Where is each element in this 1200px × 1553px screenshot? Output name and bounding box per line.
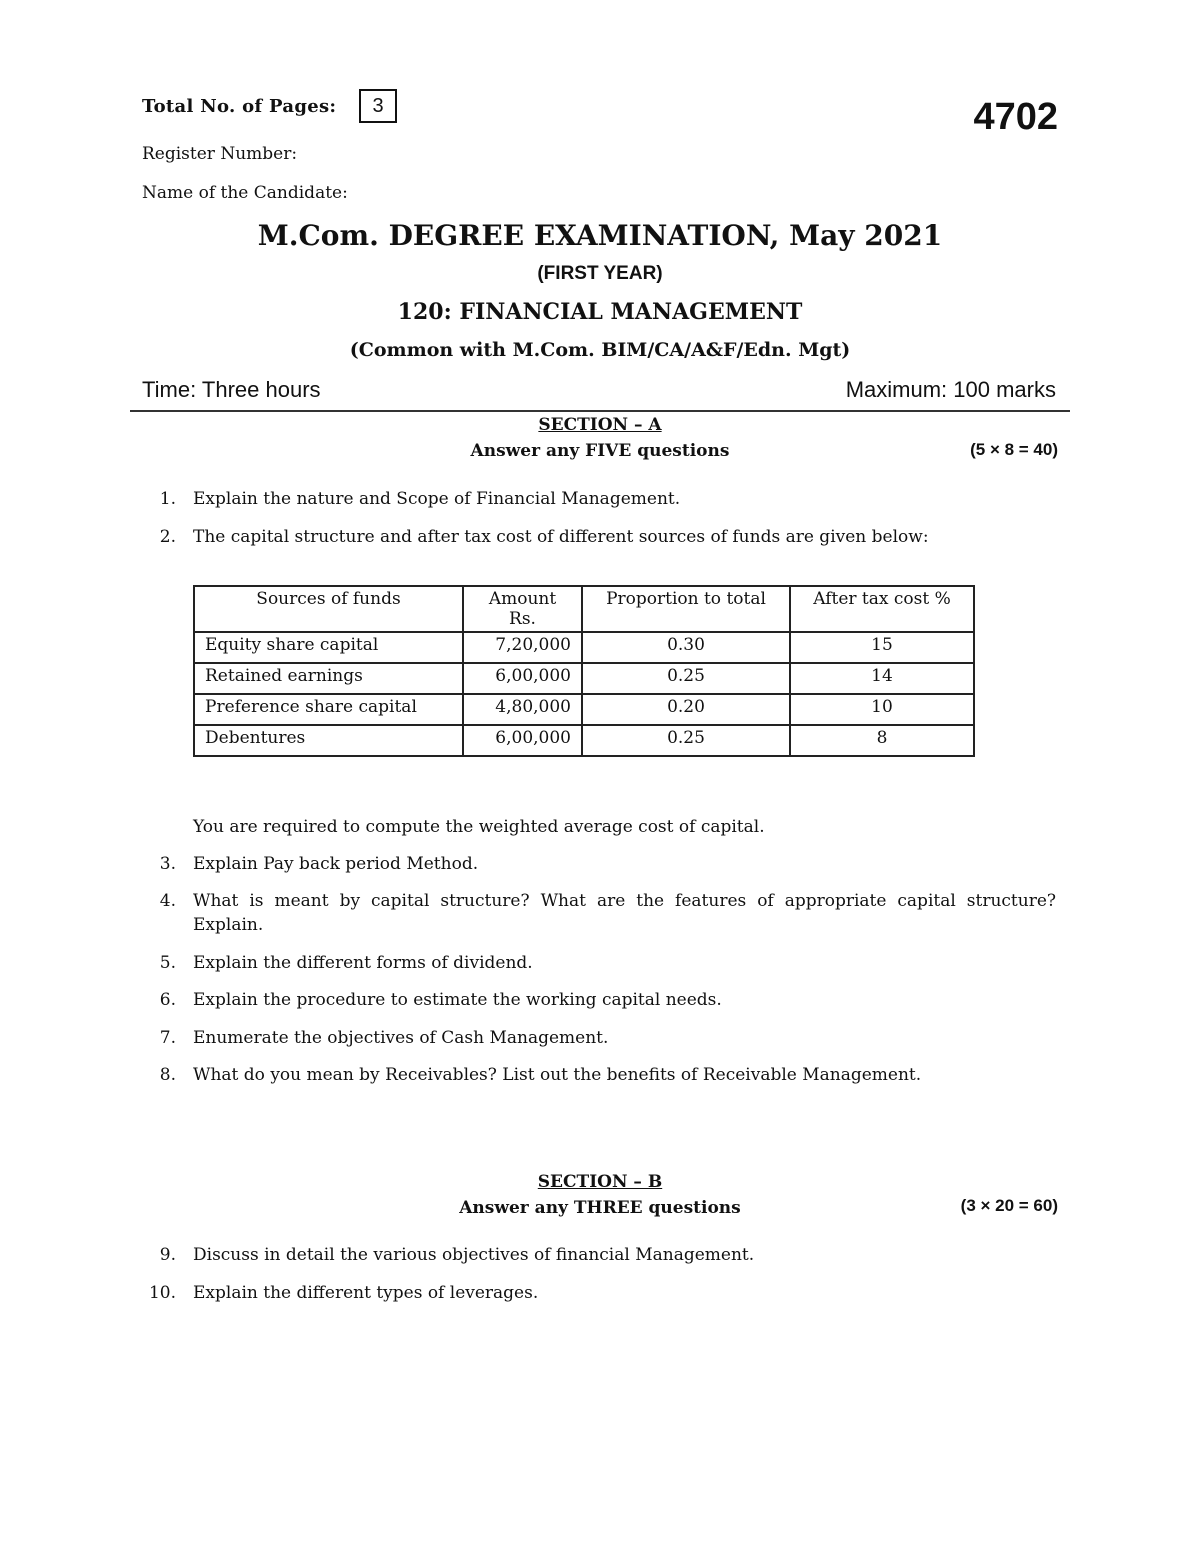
question-text: Explain Pay back period Method. <box>193 854 479 874</box>
candidate-name-label: Name of the Candidate: <box>142 183 348 203</box>
table-row <box>194 663 974 694</box>
question-item <box>142 487 1056 511</box>
question-followup <box>142 815 1056 839</box>
question-number: 10. <box>148 1283 176 1303</box>
question-text: Enumerate the objectives of Cash Management. <box>193 1028 609 1048</box>
table-header-row <box>194 586 974 632</box>
table-row <box>194 694 974 725</box>
maximum-marks: Maximum: 100 marks <box>845 377 1056 402</box>
table-cell: 10 <box>790 694 974 725</box>
table-cell: Preference share capital <box>194 694 463 725</box>
question-text: Discuss in detail the various objectives of financial Management. <box>193 1245 755 1265</box>
question-item <box>142 988 1056 1012</box>
question-number: 3. <box>159 854 176 874</box>
question-text: The capital structure and after tax cost of different sources of funds are given below: <box>193 527 929 547</box>
table-header-cell: Sources of funds <box>194 586 463 632</box>
question-text: What is meant by capital structure? What are the features of appropriate capital structure? Explain. <box>193 891 1056 935</box>
table-cell: Retained earnings <box>194 663 463 694</box>
question-number: 7. <box>159 1028 176 1048</box>
question-number: 4. <box>159 891 176 911</box>
question-number: 8. <box>159 1065 176 1085</box>
section-b-marks: (3 × 20 = 60) <box>960 1196 1058 1215</box>
table-cell: 8 <box>790 725 974 756</box>
table-cell: 15 <box>790 632 974 663</box>
question-text: You are required to compute the weighted average cost of capital. <box>193 817 765 837</box>
table-header-cell: Amount Rs. <box>463 586 582 632</box>
header-divider <box>130 410 1070 412</box>
question-text: Explain the nature and Scope of Financial Management. <box>193 489 681 509</box>
question-number: 1. <box>159 489 176 509</box>
section-b-instruction: Answer any THREE questions <box>459 1198 741 1218</box>
question-number: 6. <box>159 990 176 1010</box>
question-item <box>142 1281 1056 1305</box>
question-number: 2. <box>159 527 176 547</box>
register-number-label: Register Number: <box>142 144 298 164</box>
common-with-note: (Common with M.Com. BIM/CA/A&F/Edn. Mgt) <box>349 339 851 361</box>
table-header-cell: Proportion to total <box>582 586 790 632</box>
section-a-instruction: Answer any FIVE questions <box>470 441 730 461</box>
question-item <box>142 1243 1056 1267</box>
section-a-heading: SECTION – A <box>538 415 662 435</box>
question-item <box>142 951 1056 975</box>
exam-subject: 120: FINANCIAL MANAGEMENT <box>397 299 803 325</box>
question-text: Explain the different types of leverages. <box>193 1283 539 1303</box>
question-text: Explain the procedure to estimate the working capital needs. <box>193 990 722 1010</box>
table-cell: 0.25 <box>582 725 790 756</box>
question-item <box>142 889 1056 937</box>
paper-code: 4702 <box>973 96 1058 138</box>
table-cell: Equity share capital <box>194 632 463 663</box>
funds-table <box>193 585 975 757</box>
section-a-marks: (5 × 8 = 40) <box>970 440 1058 459</box>
total-pages-label: Total No. of Pages: <box>142 96 337 117</box>
question-text: Explain the different forms of dividend. <box>193 953 533 973</box>
table-cell: 0.30 <box>582 632 790 663</box>
table-cell: 6,00,000 <box>463 725 582 756</box>
question-number: 5. <box>159 953 176 973</box>
question-item <box>142 525 1056 549</box>
table-cell: 4,80,000 <box>463 694 582 725</box>
table-cell: 0.25 <box>582 663 790 694</box>
exam-title: M.Com. DEGREE EXAMINATION, May 2021 <box>257 219 943 252</box>
table-cell: 6,00,000 <box>463 663 582 694</box>
table-cell: 14 <box>790 663 974 694</box>
table-cell: 7,20,000 <box>463 632 582 663</box>
table-cell: 0.20 <box>582 694 790 725</box>
table-row <box>194 725 974 756</box>
question-item <box>142 1026 1056 1050</box>
table-row <box>194 632 974 663</box>
question-item <box>142 852 1056 876</box>
exam-year: (FIRST YEAR) <box>537 263 663 284</box>
question-item <box>142 1063 1056 1087</box>
table-cell: Debentures <box>194 725 463 756</box>
question-number: 9. <box>159 1245 176 1265</box>
exam-duration: Time: Three hours <box>142 377 321 402</box>
total-pages-value: 3 <box>359 89 397 123</box>
section-b-heading: SECTION – B <box>537 1172 663 1192</box>
question-text: What do you mean by Receivables? List out the benefits of Receivable Management. <box>193 1065 922 1085</box>
table-header-cell: After tax cost % <box>790 586 974 632</box>
